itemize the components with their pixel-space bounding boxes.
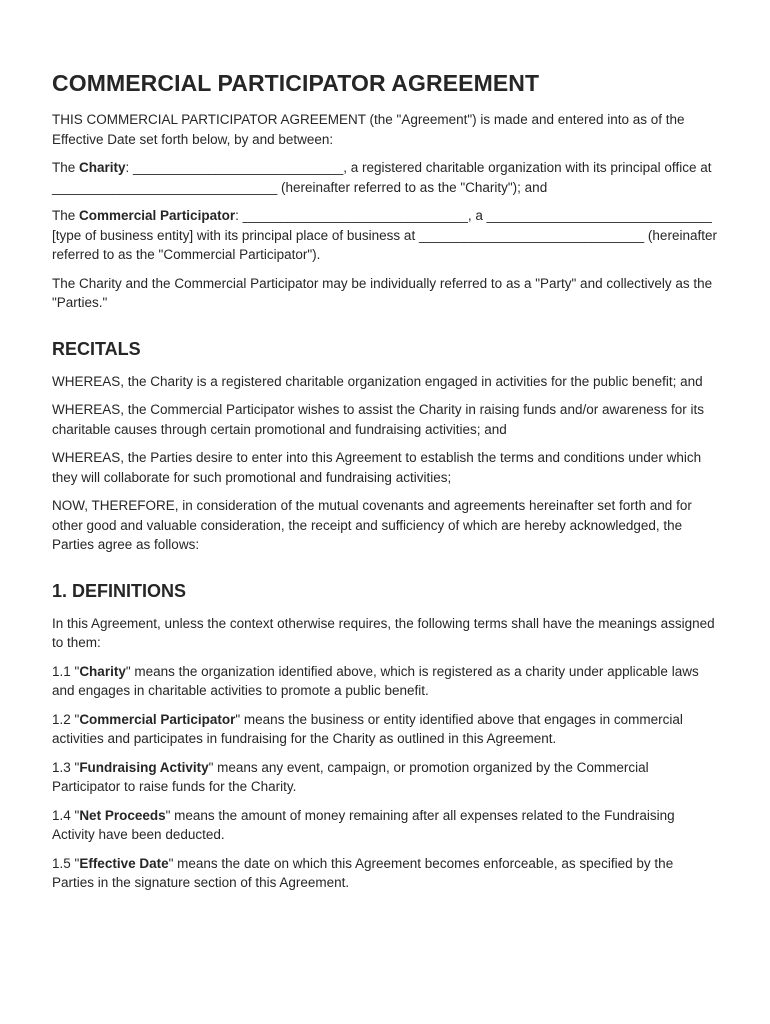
definition-item	[52, 662, 718, 701]
definition-item	[52, 854, 718, 893]
definition-term: Net Proceeds	[79, 807, 166, 823]
intro-paragraph: THIS COMMERCIAL PARTICIPATOR AGREEMENT (the "Agreement") is made and entered into as of the Effective Date set forth below, by and between:	[52, 112, 685, 147]
recital-paragraph: WHEREAS, the Charity is a registered charitable organization engaged in activities for the public benefit; and	[52, 373, 703, 389]
recitals-heading: RECITALS	[52, 338, 141, 359]
definition-text: " means any event, campaign, or promotion organized by the Commercial Participator to raise funds for the Charity.	[52, 759, 649, 794]
participator-party-paragraph	[52, 206, 718, 265]
definition-text: " means the organization identified above, which is registered as a charity under applicable laws and engages in charitable activities to promote a public benefit.	[52, 663, 699, 698]
charity-details: : ____________________________, a registered charitable organization with its principal office at ______________________________ (hereinafter referred to as the "Charity"); and	[52, 160, 712, 195]
definition-number: 1.2 "	[52, 711, 80, 727]
definition-term: Effective Date	[79, 855, 169, 871]
definition-number: 1.3 "	[52, 759, 80, 775]
definition-text: " means the date on which this Agreement becomes enforceable, as specified by the Parties in the signature section of this Agreement.	[52, 855, 674, 890]
recital-paragraph: WHEREAS, the Commercial Participator wishes to assist the Charity in raising funds and/or awareness for its charitable causes through certain promotional and fundraising activities; and	[52, 402, 705, 437]
definition-term: Commercial Participator	[79, 711, 236, 727]
definition-item	[52, 806, 718, 845]
definition-item	[52, 758, 718, 797]
definition-term: Fundraising Activity	[79, 759, 209, 775]
definition-item	[52, 710, 718, 749]
charity-party-paragraph	[52, 158, 718, 197]
recital-paragraph: WHEREAS, the Parties desire to enter into this Agreement to establish the terms and conditions under which they will collaborate for such promotional and fundraising activities;	[52, 450, 702, 485]
definition-number: 1.5 "	[52, 855, 80, 871]
definitions-heading: 1. DEFINITIONS	[52, 580, 187, 601]
parties-note-paragraph: The Charity and the Commercial Participator may be individually referred to as a "Party" and collectively as the "Parties."	[52, 275, 713, 310]
participator-details: : ______________________________, a ______________________________ [type of business entity] with its principal place of business at ______________________________ (hereinafter referred to as the "Commercial Participator").	[52, 208, 717, 262]
charity-label: Charity	[79, 160, 126, 175]
document-title: COMMERCIAL PARTICIPATOR AGREEMENT	[52, 70, 540, 96]
charity-prefix: The	[52, 160, 80, 175]
definition-number: 1.1 "	[52, 663, 80, 679]
definitions-intro: In this Agreement, unless the context otherwise requires, the following terms shall have the meanings assigned to them:	[52, 615, 715, 650]
definition-text: " means the business or entity identified above that engages in commercial activities and participates in fundraising for the Charity as outlined in this Agreement.	[52, 711, 683, 746]
participator-prefix: The	[52, 208, 80, 223]
now-therefore-paragraph: NOW, THEREFORE, in consideration of the mutual covenants and agreements hereinafter set forth and for other good and valuable consideration, the receipt and sufficiency of which are hereby acknowledged, the Parties agree as follows:	[52, 498, 692, 552]
definition-text: " means the amount of money remaining after all expenses related to the Fundraising Activity have been deducted.	[52, 807, 675, 842]
participator-label: Commercial Participator	[79, 208, 236, 223]
definition-term: Charity	[79, 663, 126, 679]
definition-number: 1.4 "	[52, 807, 80, 823]
